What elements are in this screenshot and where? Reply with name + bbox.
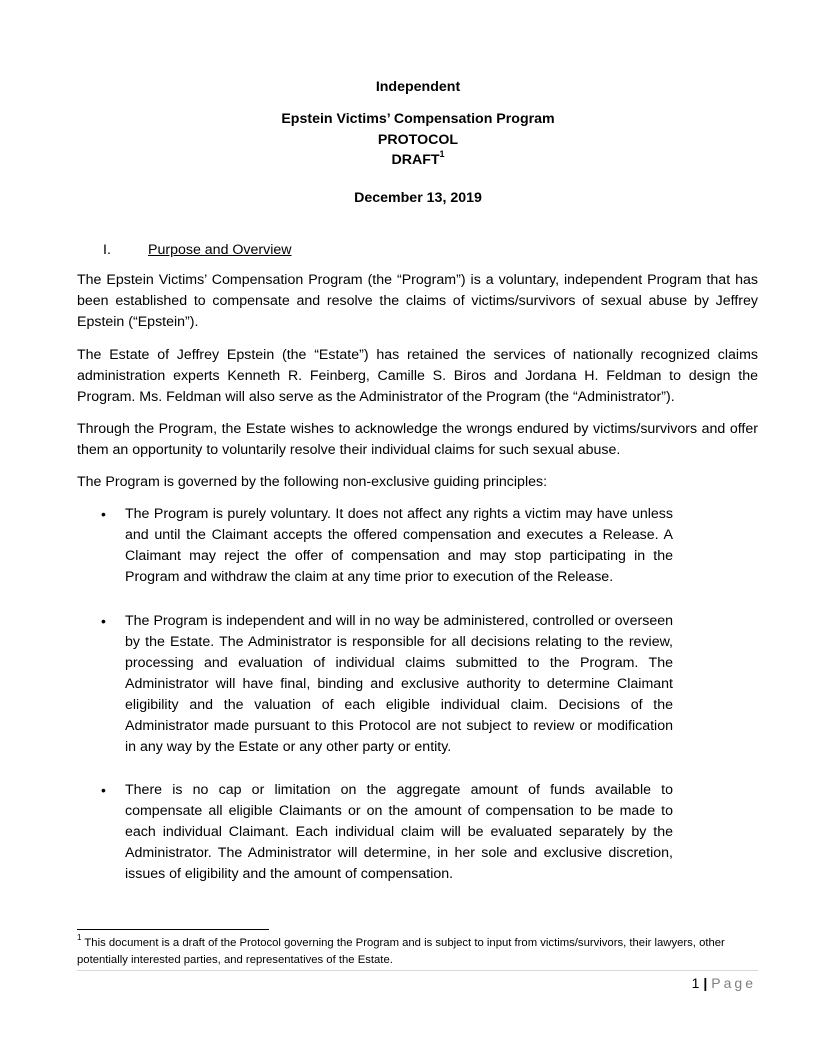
- section-number: I.: [103, 242, 111, 258]
- draft-label: DRAFT: [391, 152, 440, 168]
- header-independent: Independent: [375, 79, 461, 95]
- footnote-text: This document is a draft of the Protocol governing the Program and is subject to input from victims/survivors, their lawyers, other potentially interested parties, and representatives of the Estate.: [77, 937, 725, 966]
- page-number: 1: [691, 975, 700, 991]
- bullet-icon: •: [101, 613, 106, 629]
- footer-separator: |: [703, 975, 708, 991]
- list-item-text: The Program is independent and will in no way be administered, controlled or overseen by the Estate. The Administrator is responsible for all decisions relating to the review, processing and evaluation of individual claims submitted to the Program. The Administrator will have final, binding and exclusive authority to determine Claimant eligibility and the valuation of each eligible individual claim. Decisions of the Administrator made pursuant to this Protocol are not subject to review or modification in any way by the Estate or any other party or entity.: [125, 613, 673, 755]
- header-draft: [0, 150, 816, 171]
- paragraph-4: The Program is governed by the following non-exclusive guiding principles:: [77, 474, 548, 490]
- footer-divider: [77, 970, 758, 971]
- paragraph-1: The Epstein Victims’ Compensation Program (the “Program”) is a voluntary, independent Program that has been established to compensate and resolve the claims of victims/survivors of sexual abuse by Jeffrey Epstein (“Epstein”).: [77, 272, 758, 330]
- header-protocol: PROTOCOL: [377, 132, 459, 148]
- paragraph-2: The Estate of Jeffrey Epstein (the “Estate”) has retained the services of nationally recognized claims administration experts Kenneth R. Feinberg, Camille S. Biros and Jordana H. Feldman to design the Program. Ms. Feldman will also serve as the Administrator of the Program (the “Administrator”).: [77, 347, 758, 405]
- footnote: [77, 935, 758, 969]
- section-heading: [103, 240, 292, 261]
- page-footer: [692, 973, 756, 994]
- footnote-number: 1: [77, 933, 82, 943]
- list-item-text: The Program is purely voluntary. It does not affect any rights a victim may have unless and until the Claimant accepts the offered compensation and executes a Release. A Claimant may reject the offer of compensation and may stop participating in the Program and withdraw the claim at any time prior to execution of the Release.: [125, 506, 673, 585]
- paragraph-3: Through the Program, the Estate wishes to acknowledge the wrongs endured by victims/survivors and offer them an opportunity to voluntarily resolve their individual claims for such sexual abuse.: [77, 421, 758, 458]
- bullet-icon: •: [101, 506, 106, 522]
- bullet-icon: •: [101, 782, 106, 798]
- footnote-ref: 1: [439, 149, 445, 160]
- section-title: Purpose and Overview: [148, 242, 292, 258]
- header-program-name: Epstein Victims’ Compensation Program: [281, 111, 555, 127]
- footnote-separator: [77, 929, 269, 930]
- list-item-text: There is no cap or limitation on the aggregate amount of funds available to compensate all eligible Claimants or on the amount of compensation to be made to each individual Claimant. Each individual claim will be evaluated separately by the Administrator. The Administrator will determine, in her sole and exclusive discretion, issues of eligibility and the amount of compensation.: [125, 782, 673, 882]
- header-date: December 13, 2019: [354, 190, 482, 206]
- page-label: Page: [711, 975, 756, 991]
